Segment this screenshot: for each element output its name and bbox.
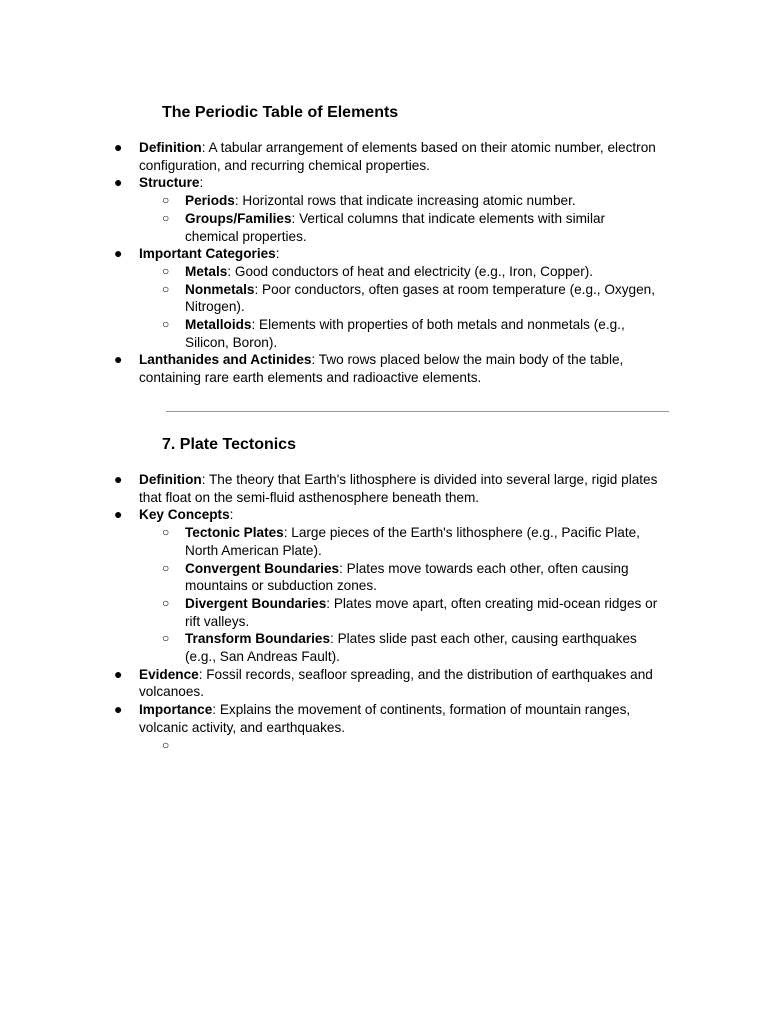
item-term: Lanthanides and Actinides [139, 352, 312, 368]
item-text: : Large pieces of the Earth's lithosphere (e.g., Pacific Plate, North American Plate). [185, 525, 640, 558]
list-item [0, 351, 659, 386]
item-term: Metals [185, 263, 228, 279]
item-text: : Good conductors of heat and electricity (e.g., Iron, Copper). [227, 263, 594, 279]
sub-list-item [139, 316, 659, 351]
item-text: : [229, 507, 234, 523]
circle-bullet-icon: ○ [162, 263, 170, 278]
circle-bullet-icon: ○ [162, 281, 170, 296]
sub-list-item [139, 263, 659, 281]
item-term: Tectonic Plates [185, 525, 284, 541]
item-text: : Fossil records, seafloor spreading, and the distribution of earthquakes and volcanoes. [139, 666, 653, 700]
item-text: : [275, 246, 280, 262]
sub-list-item [139, 595, 659, 630]
bullet-icon: ● [114, 471, 123, 487]
bullet-icon: ● [114, 701, 123, 718]
bullet-icon: ● [114, 506, 123, 523]
periodic-table-list [0, 139, 768, 387]
item-term: Convergent Boundaries [185, 560, 340, 576]
item-text: : A tabular arrangement of elements based on their atomic number, electron configuration, and recurring chemical properties. [139, 140, 656, 173]
item-text: : [199, 175, 204, 191]
list-item [0, 506, 659, 665]
list-item [0, 245, 659, 351]
circle-bullet-icon: ○ [162, 560, 170, 575]
circle-bullet-icon: ○ [162, 595, 170, 610]
item-text: : Horizontal rows that indicate increasing atomic number. [234, 193, 576, 209]
item-text: : Elements with properties of both metals and nonmetals (e.g., Silicon, Boron). [185, 317, 625, 350]
item-term: Definition [139, 140, 202, 155]
item-term: Structure [139, 175, 200, 191]
item-term: Important Categories [139, 246, 276, 262]
sub-list-item [139, 210, 659, 245]
item-text: : Plates slide past each other, causing earthquakes (e.g., San Andreas Fault). [185, 631, 637, 665]
item-term: Metalloids [185, 317, 252, 333]
plate-tectonics-list [0, 471, 768, 754]
bullet-icon: ● [114, 665, 123, 682]
sub-list-item [139, 524, 659, 559]
list-item [0, 666, 659, 701]
list-item [0, 701, 659, 754]
bullet-icon: ● [114, 139, 123, 155]
item-term: Nonmetals [185, 281, 255, 297]
sub-list-item [139, 630, 659, 665]
item-term: Divergent Boundaries [185, 595, 327, 611]
item-term: Periods [185, 193, 235, 209]
item-term: Key Concepts [139, 507, 230, 523]
section-title-periodic-table: The Periodic Table of Elements [162, 104, 399, 121]
bullet-icon: ● [114, 174, 123, 191]
item-text: : Explains the movement of continents, formation of mountain ranges, volcanic activity, and earthquakes. [139, 702, 631, 735]
item-term: Evidence [139, 666, 199, 682]
item-term: Groups/Families [185, 210, 292, 226]
list-item [0, 471, 659, 506]
sub-list-item[interactable] [139, 737, 659, 755]
sub-list-item [139, 560, 659, 595]
item-text: : The theory that Earth's lithosphere is divided into several large, rigid plates that float on the semi-fluid asthenosphere beneath them. [139, 472, 658, 505]
sub-list-item [139, 192, 659, 210]
circle-bullet-icon: ○ [162, 737, 170, 752]
sub-list-item [139, 281, 659, 316]
circle-bullet-icon: ○ [162, 525, 170, 540]
bullet-icon: ● [114, 245, 123, 262]
item-term: Definition [139, 472, 202, 487]
bullet-icon: ● [114, 351, 123, 368]
item-text: : Poor conductors, often gases at room temperature (e.g., Oxygen, Nitrogen). [185, 281, 655, 315]
circle-bullet-icon: ○ [162, 317, 170, 332]
list-item [0, 174, 659, 245]
circle-bullet-icon: ○ [162, 631, 170, 646]
circle-bullet-icon: ○ [162, 210, 170, 225]
section-title-plate-tectonics: 7. Plate Tectonics [162, 436, 296, 453]
horizontal-divider [166, 411, 669, 412]
item-term: Transform Boundaries [185, 631, 331, 647]
list-item [0, 139, 659, 174]
item-term: Importance [139, 702, 213, 718]
circle-bullet-icon: ○ [162, 193, 170, 208]
item-text: : Plates move towards each other, often causing mountains or subduction zones. [185, 560, 629, 594]
item-text: : Plates move apart, often creating mid-ocean ridges or rift valleys. [185, 595, 658, 629]
item-text: : Two rows placed below the main body of the table, containing rare earth elements and radioactive elements. [139, 352, 624, 386]
item-text: : Vertical columns that indicate elements with similar chemical properties. [185, 210, 606, 244]
